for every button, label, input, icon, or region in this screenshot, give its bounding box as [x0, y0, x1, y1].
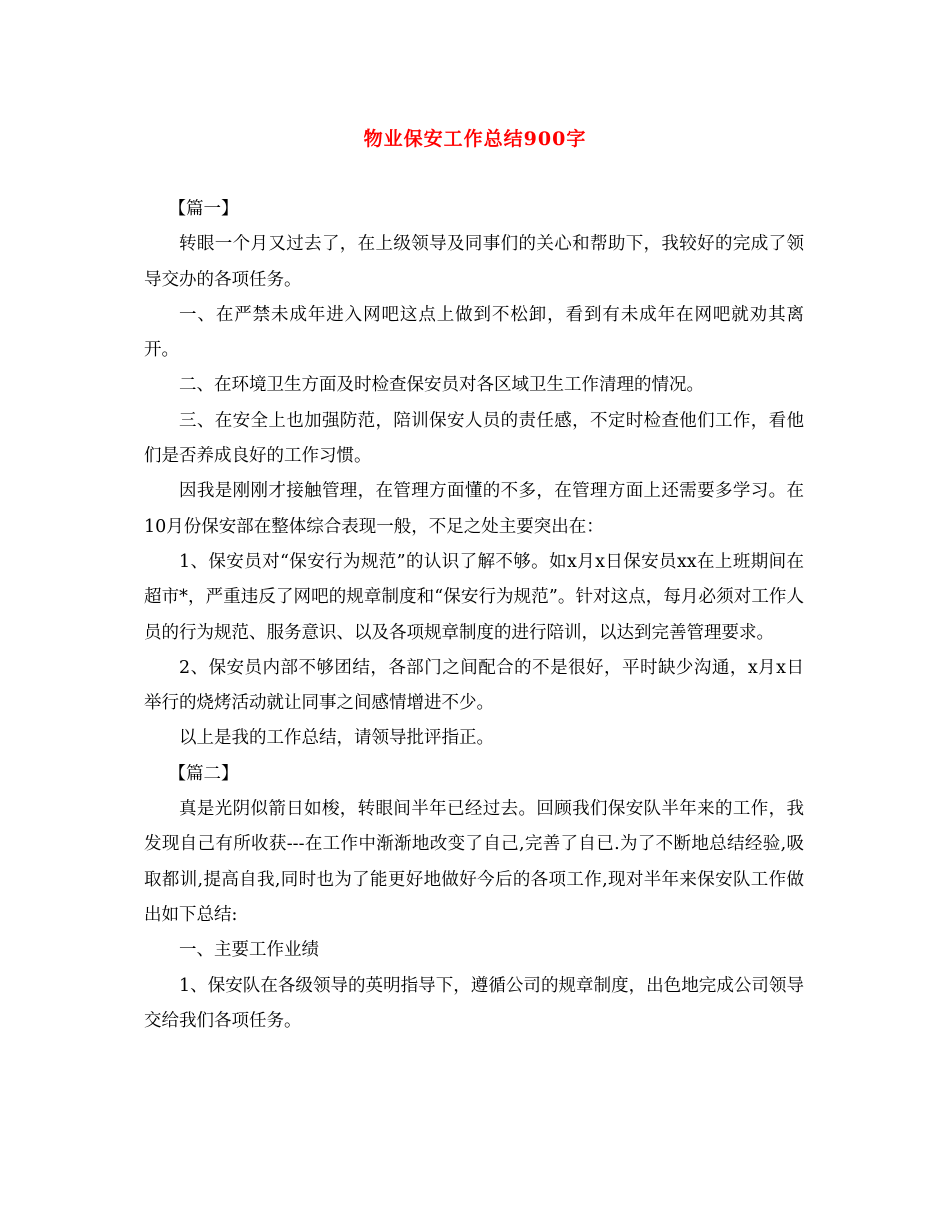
paragraph: 真是光阴似箭日如梭，转眼间半年已经过去。回顾我们保安队半年来的工作，我发现自己有所收获---在工作中渐渐地改变了自己,完善了自已.为了不断地总结经验,吸取都训,提高自我,同时也为了能更好地做好今后的各项工作,现对半年来保安队工作做出如下总结: — [144, 799, 804, 925]
paragraph: 三、在安全上也加强防范，陪训保安人员的责任感，不定时检查他们工作，看他们是否养成良好的工作习惯。 — [144, 410, 804, 467]
page-title: 物业保安工作总结900字 — [363, 128, 587, 150]
paragraph: 一、主要工作业绩 — [179, 940, 319, 961]
paragraph: 1、保安队在各级领导的英明指导下，遵循公司的规章制度，出色地完成公司领导交给我们各项任务。 — [144, 975, 804, 1031]
paragraph: 二、在环境卫生方面及时检查保安员对各区域卫生工作清理的情况。 — [179, 375, 704, 396]
paragraph: 1、保安员对“保安行为规范”的认识了解不够。如x月x日保安员xx在上班期间在超市*，严重违反了网吧的规章制度和“保安行为规范”。针对这点，每月必须对工作人员的行为规范、服务意识、以及各项规章制度的进行陪训，以达到完善管理要求。 — [144, 551, 804, 643]
paragraph: 一、在严禁未成年进入网吧这点上做到不松卸，看到有未成年在网吧就劝其离开。 — [144, 304, 804, 361]
section-heading-2: 【篇二】 — [168, 763, 239, 784]
document-body — [144, 192, 804, 1039]
paragraph: 以上是我的工作总结，请领导批评指正。 — [179, 728, 494, 749]
paragraph: 2、保安员内部不够团结，各部门之间配合的不是很好，平时缺少沟通，x月x日举行的烧烤活动就让同事之间感情增进不少。 — [144, 657, 804, 714]
section-heading-1: 【篇一】 — [168, 199, 239, 219]
paragraph: 因我是刚刚才接触管理，在管理方面懂的不多，在管理方面上还需要多学习。在10月份保安部在整体综合表现一般，不足之处主要突出在： — [144, 481, 804, 537]
paragraph: 转眼一个月又过去了，在上级领导及同事们的关心和帮助下，我较好的完成了领导交办的各项任务。 — [144, 234, 804, 290]
